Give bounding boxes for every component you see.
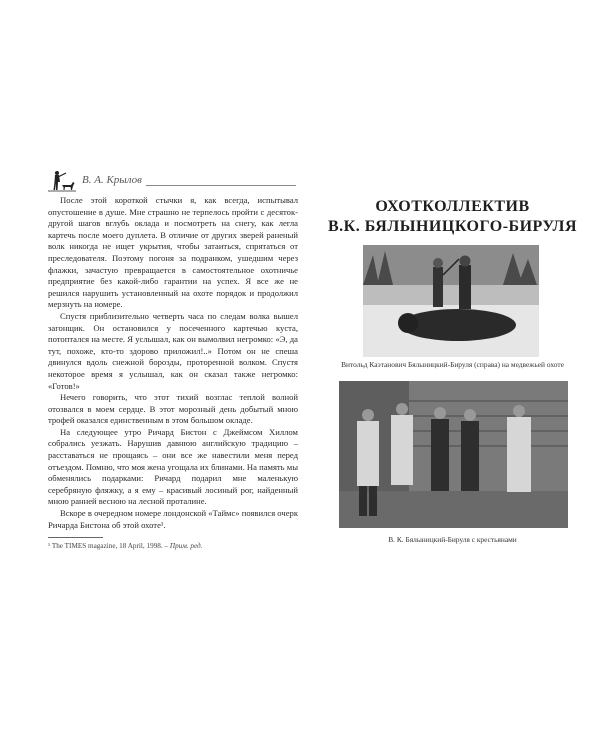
header-rule — [146, 185, 296, 186]
section-title-line2: В.К. БЯЛЫНИЦКОГО-БИРУЛЯ — [327, 218, 578, 235]
running-header-author: В. А. Крылов — [82, 174, 142, 186]
footnote — [48, 542, 298, 550]
paragraph-5: Вскоре в очередном номере лондонской «Таймс» появился очерк Ричарда Бистона об этой охоте¹. — [48, 508, 298, 530]
running-header — [48, 170, 298, 192]
photo1-caption: Витольд Каэтанович Бялыницкий-Бируля (справа) на медвежьей охоте — [341, 360, 564, 369]
body-text — [48, 195, 298, 531]
paragraph-2: Спустя приблизительно четверть часа по следам волка вышел загонщик. Он остановился у посеченного картечью куста, потоптался на месте. Я услышал, как он вымолвил негромко: «Э, да тут, похоже, кто-то здорово приложил!..» Потом он не спеша двинулся вдоль снежной борозды, проторенной волком. Спустя некоторое время я услышал, как он сказал также негромко: «Готов!» — [48, 310, 298, 391]
footnote-rule — [48, 537, 103, 538]
footnote-marker: ¹ — [48, 542, 51, 550]
photo2-caption: В. К. Бялыницкий-Бируля с крестьянами — [388, 535, 517, 544]
paragraph-1: После этой короткой стычки я, как всегда, испытывал опустошение в душе. Мне страшно не терпелось пройти с десяток-другой шагов вглубь оклада и посмотреть на снегу, как легла картечь после моего дуплета. В отличие от других зверей раненый волк никогда не ищет укрытия, чтобы затаиться, спрятаться от преследователя. Поэтому погоня за подранком, ушедшим через флажки, зачастую превращается в самостоятельное охотничье предприятие без какой-либо гарантии на успех. Я все же не решился нарушить установленный на охоте порядок и продолжил мерзнуть на номере. — [48, 195, 298, 310]
section-title-line1: ОХОТКОЛЛЕКТИВ — [375, 198, 530, 215]
hunter-with-dog-icon — [48, 170, 76, 192]
paragraph-4: На следующее утро Ричард Бистон с Джеймсом Хиллом собрались уезжать. Нарушив давнюю английскую традицию – расставаться не прощаясь – они все же навестили меня перед отъездом. Помню, что моя жена угощала их блинами. На память мы обменялись подарками: Ричард подарил мне маленькую серебряную фляжку, а я ему – красивый лосиный рог, найденный мною ранней весною на лесной проталине. — [48, 426, 298, 507]
peasants-photo — [339, 381, 568, 528]
right-page — [305, 0, 600, 750]
footnote-editor-note: Прим. ред. — [169, 542, 203, 550]
section-title — [305, 197, 600, 237]
footnote-text: The TIMES magazine, 18 April, 1998. – — [51, 542, 169, 550]
bear-hunt-photo — [363, 245, 539, 357]
paragraph-3: Нечего говорить, что этот тихий возглас теплой волной отозвался в моем сердце. В этот морозный день добытый мною трофей оказался единственным в этом большом окладе. — [48, 392, 298, 426]
